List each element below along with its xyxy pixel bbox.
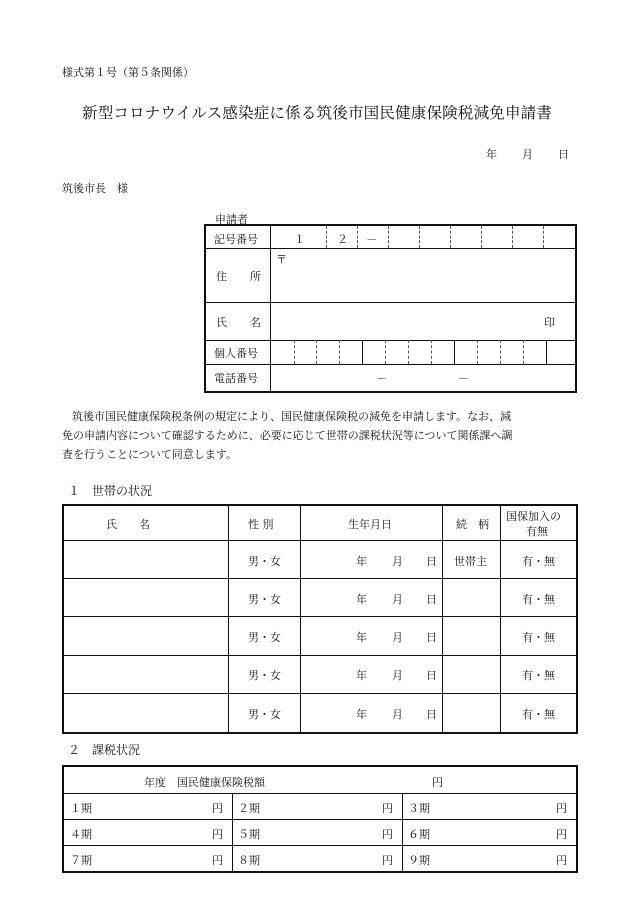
period-7: ７期: [70, 854, 92, 867]
symbol-dash: －: [366, 233, 377, 246]
row3-sex: 男・女: [248, 631, 281, 644]
period-9: ９期: [408, 854, 430, 867]
tax-table: [62, 765, 578, 873]
date-month: 月: [522, 148, 533, 161]
symbol-digit-2: ２: [337, 233, 348, 246]
statement-line-2: 免の申請内容について確認するために、必要に応じて世帯の課税状況等について関係課へ調: [62, 429, 513, 442]
tax-summary-label: 年度 国民健康保険税額: [144, 776, 265, 789]
phone-dash-1: －: [376, 372, 387, 385]
row2-insured: 有・無: [522, 593, 555, 606]
page-title: 新型コロナウイルス感染症に係る筑後市国民健康保険税減免申請書: [82, 104, 553, 122]
statement-cont: [62, 426, 513, 464]
row1-relation: 世帯主: [454, 555, 487, 568]
period-8: ８期: [238, 854, 260, 867]
period-8-unit: 円: [382, 854, 393, 867]
row3-month: 月: [392, 631, 403, 644]
statement: [72, 407, 511, 426]
applicant-table: [204, 224, 577, 393]
section-tax-title: ２ 課税状況: [68, 743, 141, 757]
period-5-unit: 円: [382, 828, 393, 841]
period-1: １期: [70, 802, 92, 815]
period-9-unit: 円: [556, 854, 567, 867]
period-4: ４期: [70, 828, 92, 841]
period-4-unit: 円: [212, 828, 223, 841]
period-2: ２期: [238, 802, 260, 815]
row5-day: 日: [426, 708, 437, 721]
row2-month: 月: [392, 593, 403, 606]
seal-mark: 印: [544, 316, 555, 329]
applicant-label: 申請者: [215, 213, 248, 226]
col-dob: 生年月日: [348, 518, 392, 531]
row4-insured: 有・無: [522, 669, 555, 682]
statement-line-1: 筑後市国民健康保険税条例の規定により、国民健康保険税の減免を申請します。なお、減: [72, 410, 512, 423]
period-3-unit: 円: [556, 802, 567, 815]
period-5: ５期: [238, 828, 260, 841]
row4-month: 月: [392, 669, 403, 682]
row5-insured: 有・無: [522, 708, 555, 721]
label-phone: 電話番号: [214, 372, 258, 385]
period-1-unit: 円: [212, 802, 223, 815]
period-7-unit: 円: [212, 854, 223, 867]
household-table: [62, 504, 578, 734]
row5-year: 年: [356, 708, 367, 721]
col-insured-1: 国保加入の: [506, 510, 561, 523]
row3-year: 年: [356, 631, 367, 644]
row4-year: 年: [356, 669, 367, 682]
label-personal-no: 個人番号: [214, 347, 258, 360]
row2-day: 日: [426, 593, 437, 606]
symbol-digit-1: １: [294, 233, 305, 246]
statement-line-3: 査を行うことについて同意します。: [62, 448, 237, 461]
addressee: 筑後市長 様: [62, 182, 128, 195]
row5-sex: 男・女: [248, 708, 281, 721]
period-2-unit: 円: [382, 802, 393, 815]
row1-day: 日: [426, 555, 437, 568]
label-name: 氏 名: [216, 316, 267, 329]
form-number: 様式第１号（第５条関係）: [62, 66, 194, 79]
col-name: 氏 名: [106, 518, 150, 531]
label-symbol-no: 記号番号: [214, 233, 258, 246]
col-relation: 続 柄: [456, 518, 489, 531]
row1-year: 年: [356, 555, 367, 568]
row4-day: 日: [426, 669, 437, 682]
row4-sex: 男・女: [248, 669, 281, 682]
row3-day: 日: [426, 631, 437, 644]
postal-mark: 〒: [276, 253, 287, 266]
phone-dash-2: －: [458, 372, 469, 385]
period-6-unit: 円: [556, 828, 567, 841]
row5-month: 月: [392, 708, 403, 721]
date-day: 日: [558, 148, 569, 161]
date-year: 年: [486, 148, 497, 161]
row2-sex: 男・女: [248, 593, 281, 606]
col-sex: 性 別: [248, 518, 274, 531]
row1-insured: 有・無: [522, 555, 555, 568]
row2-year: 年: [356, 593, 367, 606]
period-6: ６期: [408, 828, 430, 841]
tax-summary-unit: 円: [432, 776, 443, 789]
row1-month: 月: [392, 555, 403, 568]
row1-sex: 男・女: [248, 555, 281, 568]
col-insured-2: 有無: [526, 525, 548, 538]
period-3: ３期: [408, 802, 430, 815]
section-household-title: １ 世帯の状況: [68, 484, 153, 498]
label-address: 住 所: [216, 270, 267, 283]
row3-insured: 有・無: [522, 631, 555, 644]
